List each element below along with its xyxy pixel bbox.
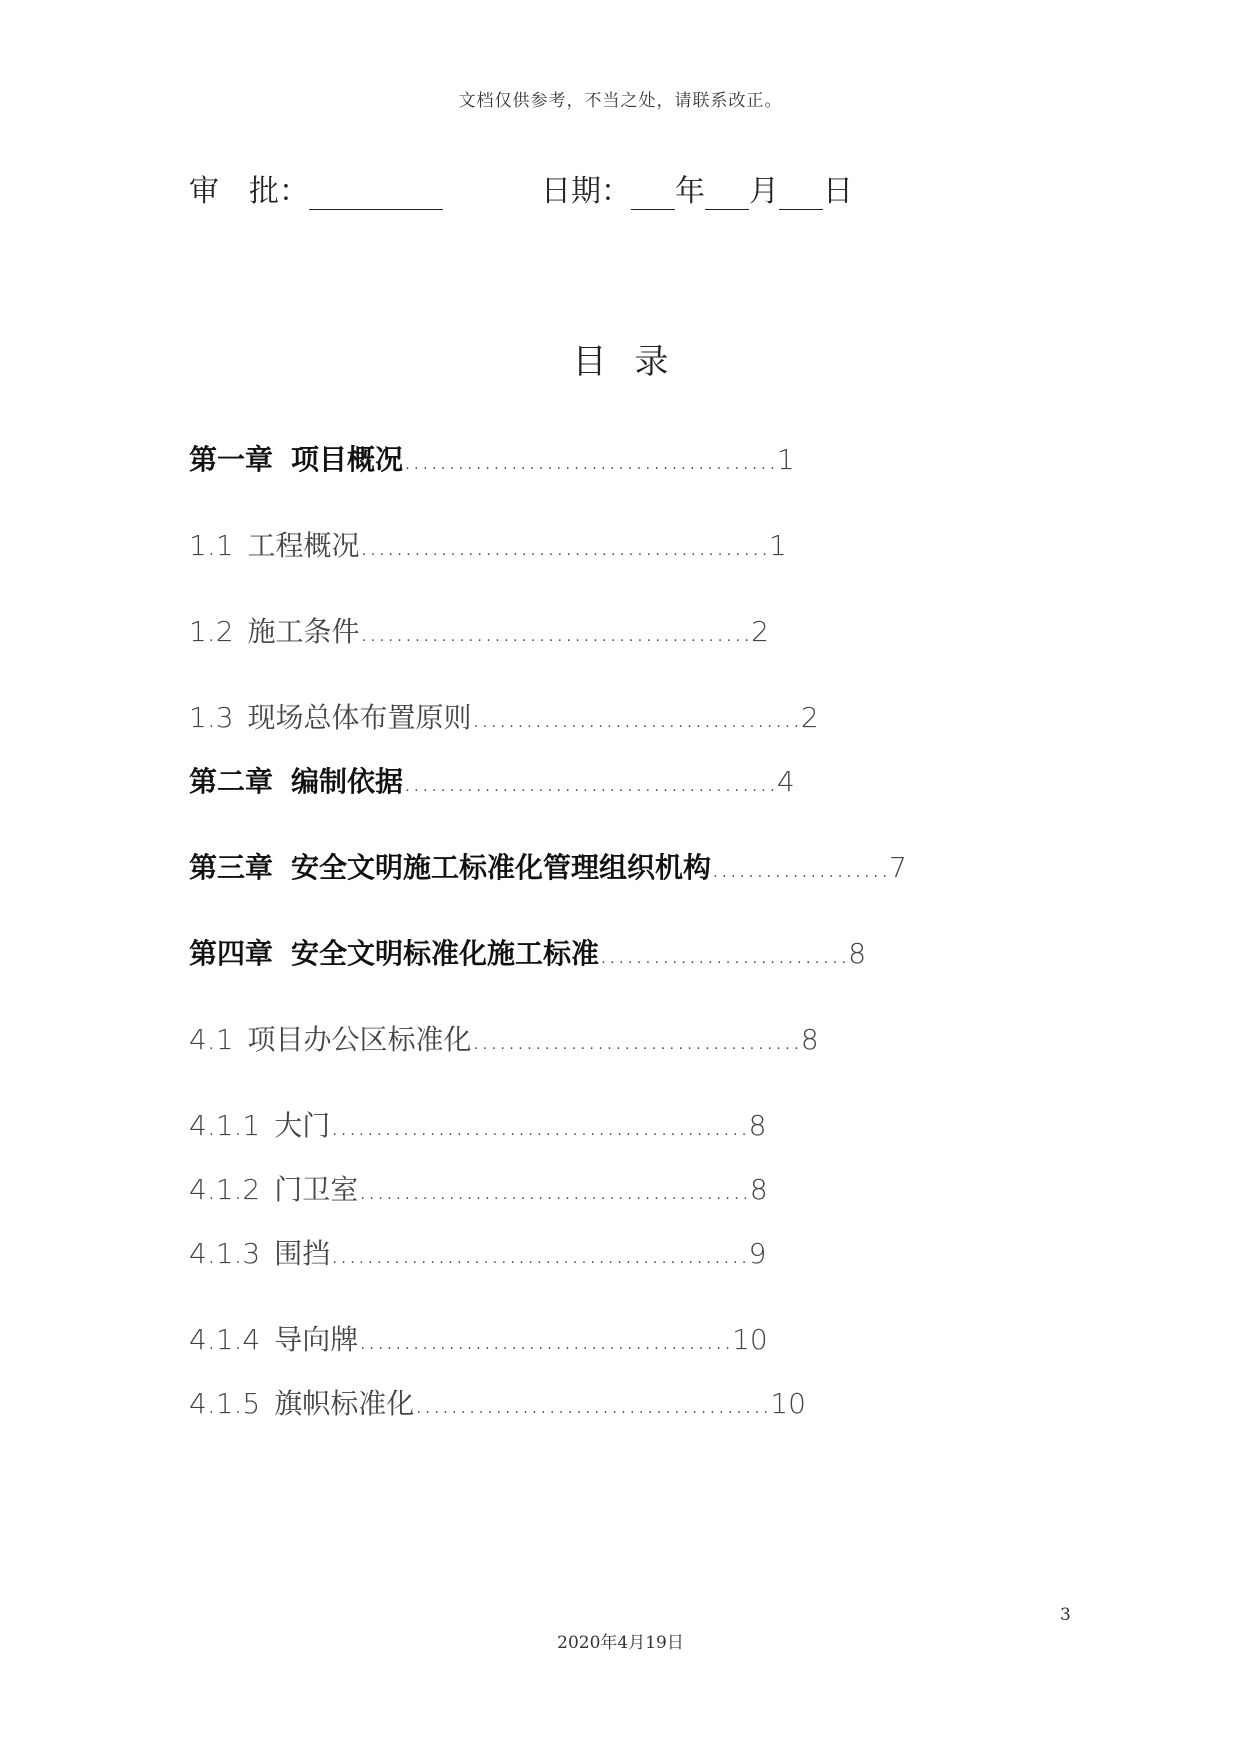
year-blank[interactable] <box>631 175 675 210</box>
toc-entry-chapter-4[interactable]: 第四章 安全文明标准化施工标准............................8 <box>189 937 867 970</box>
toc-entry-1-2[interactable]: 1.2 施工条件............................................2 <box>189 615 769 648</box>
day-label: 日 <box>823 174 853 209</box>
toc-title: 目录 <box>572 342 697 382</box>
header-note: 文档仅供参考，不当之处，请联系改正。 <box>458 91 783 111</box>
toc-entry-4-1-4[interactable]: 4.1.4 导向牌..........................................10 <box>189 1323 768 1356</box>
page-number: 3 <box>1060 1605 1071 1625</box>
toc-entry-4-1-1[interactable]: 4.1.1 大门...............................................8 <box>189 1109 767 1142</box>
toc-entry-chapter-1[interactable]: 第一章 项目概况..........................................1 <box>189 443 795 476</box>
toc-entry-4-1-5[interactable]: 4.1.5 旗帜标准化........................................10 <box>189 1387 806 1420</box>
day-blank[interactable] <box>779 175 823 210</box>
month-blank[interactable] <box>705 175 749 210</box>
date-label: 日期： <box>541 174 631 209</box>
approval-label: 审 批： <box>189 174 309 209</box>
toc-entry-4-1[interactable]: 4.1 项目办公区标准化.....................................8 <box>189 1023 819 1056</box>
footer-date: 2020年4月19日 <box>557 1633 684 1653</box>
year-label: 年 <box>675 174 705 209</box>
toc-entry-chapter-2[interactable]: 第二章 编制依据..........................................4 <box>189 765 795 798</box>
month-label: 月 <box>749 174 779 209</box>
toc-entry-1-1[interactable]: 1.1 工程概况..............................................1 <box>189 529 787 562</box>
approval-signature-blank[interactable] <box>309 175 443 210</box>
toc-entry-4-1-3[interactable]: 4.1.3 围挡...............................................9 <box>189 1237 767 1270</box>
toc-entry-4-1-2[interactable]: 4.1.2 门卫室............................................8 <box>189 1173 768 1206</box>
date-field <box>541 166 853 209</box>
toc-entry-1-3[interactable]: 1.3 现场总体布置原则.....................................2 <box>189 701 819 734</box>
toc-entry-chapter-3[interactable]: 第三章 安全文明施工标准化管理组织机构....................7 <box>189 851 907 884</box>
approval-field <box>189 166 443 209</box>
